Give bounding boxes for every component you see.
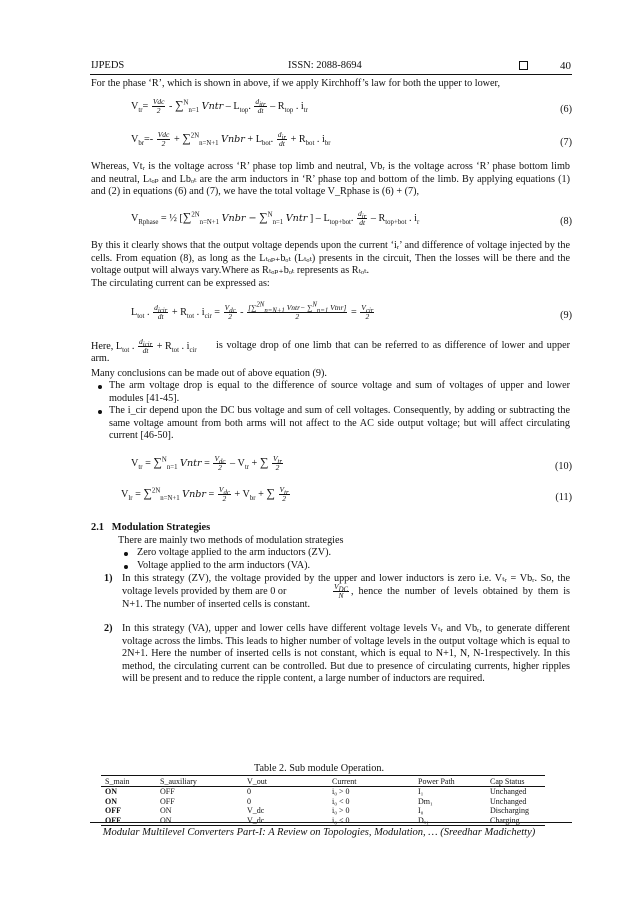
col-header: Current xyxy=(328,776,414,787)
table-caption: Table 2. Sub module Operation. xyxy=(254,763,384,774)
header-rule xyxy=(90,74,572,75)
submodule-operation-table xyxy=(101,775,545,826)
item-1-label: 1) xyxy=(104,573,113,584)
table-row xyxy=(101,806,545,816)
col-header: V_out xyxy=(243,776,328,787)
equation-10: $V_{tr} = \sum^N_{n=1}$ Vntr = $\frac{V_{dc}}{2}$ – $V_{tr}$ + ∑ $\frac{V_{tr}}{2}$ xyxy=(131,454,283,473)
section-number: 2.1 xyxy=(91,522,104,533)
paragraph-5-lead: Here, $L_{tot}$ . $\frac{d_{icir}}{dt}$ + $R_{tot}$ . $i_{cir}$ xyxy=(91,337,197,355)
cell: i₀ > 0 xyxy=(332,787,350,796)
item-2-label: 2) xyxy=(104,623,113,634)
cell: OFF xyxy=(101,816,156,826)
bullet-icon xyxy=(98,385,102,389)
cell: 0 xyxy=(247,796,251,806)
item-1-text-b: , hence the number of levels obtained by them is N+1. The number of inserted cells is constant. xyxy=(122,586,570,610)
section-intro: There are mainly two methods of modulation strategies xyxy=(118,535,344,546)
equation-number-9: (9) xyxy=(560,310,572,321)
cell: Unchanged xyxy=(490,787,527,796)
cell: i₀ > 0 xyxy=(332,806,350,816)
equation-number-11: (11) xyxy=(555,492,572,503)
section-title: Modulation Strategies xyxy=(111,522,211,533)
table-row xyxy=(101,816,545,826)
equation-9: $L_{tot}$ . $\frac{d_{icir}}{dt}$ + $R_{tot}$ . $i_{cir}$ = $\frac{V_{dc}}{2}$ - $\frac{[\sum^{2N}_{n=N+1} Vntr- \sum^N_{n=1} Vtnr]}{2}$ = $\frac{V_{cir}}{2}$ xyxy=(131,301,374,321)
equation-number-7: (7) xyxy=(560,137,572,148)
bullet-icon xyxy=(98,410,102,414)
cell: Dₓ₁ xyxy=(414,816,486,826)
cell: i₀ < 0 xyxy=(328,816,414,826)
journal-name: IJPEDS xyxy=(91,60,125,71)
paragraph-2: Whereas, Vtᵣ is the voltage across ‘R’ phase top limb and neutral, Vbᵣ is the voltage across ‘R’ phase bottom limb and neutral, Lₜₒₚ and Lbₒₜ are the arm inductors in ‘R’ phase top and bottom of the limb. By applying equations (1) and (2) in equations (6) and (7), we have the total voltage V_Rphase is (6) + (7), xyxy=(91,161,570,198)
checkbox-icon xyxy=(519,61,528,70)
cell: ON xyxy=(105,787,117,796)
running-header xyxy=(91,60,571,74)
bullet-1: The arm voltage drop is equal to the difference of source voltage and sum of voltages of upper and lower modules [41-45]. xyxy=(109,380,570,404)
col-header: Power Path xyxy=(414,776,486,787)
section-heading xyxy=(91,522,210,533)
equation-7: $V_{br}=-$ $\frac{\text{Vdc}}{2}$ + ∑$^{2N}_{n=N+1}$ Vnbr + $L_{bot}$. $\frac{d_{ir}}{dt}$ + $R_{bot}$ . $i_{br}$ xyxy=(131,130,331,149)
cell: OFF xyxy=(105,806,121,816)
page-number: 40 xyxy=(560,60,571,72)
paragraph-5: is voltage drop of one limb that can be referred to as difference of lower and upper arm. xyxy=(91,340,570,364)
method-2: Voltage applied to the arm inductors (VA). xyxy=(137,560,311,571)
table-row xyxy=(101,787,545,797)
col-header: S_auxiliary xyxy=(156,776,243,787)
cell: I₀ xyxy=(418,806,424,816)
cell: Charging xyxy=(486,816,545,826)
item-1-text-a: In this strategy (ZV), the voltage provided by the upper and lower inductors is zero i.e. Vₜᵣ = Vbᵣ. So, the voltage levels provided by them are 0 or xyxy=(122,573,570,597)
cell: I₁ xyxy=(418,787,424,796)
item-2-text: In this strategy (VA), upper and lower cells have different voltage levels Vₜᵣ and Vbᵣ, to generate different voltage across the limbs. This leads to higher number of voltage levels in the output voltage which is equal to 2N+1. Here the number of inserted cells is not constant, which is equal to N+1, N, N-1respectively. In this method, the circulating current can be controlled. But due to presence of circulating currents, higher ripples will be present and to reduce the ripple content, a large number of inductors are required. xyxy=(122,623,570,685)
cell: ON xyxy=(156,816,243,826)
paragraph-3: By this it clearly shows that the output voltage depends upon the current ‘iᵣ’ and difference of voltage injected by the cells. From equation (8), as long as the Lₜₒₚ₊bₒₜ (Lₜₒₜ) presents in the circuit, Then the losses will be there and the voltage output will always vary.Where as Rₜₒₚ₊bₒₜ represents as Rₜₒₜ. xyxy=(91,240,570,277)
bullet-icon xyxy=(124,565,128,569)
table-row xyxy=(101,797,545,807)
cell: V_dc xyxy=(243,816,328,826)
equation-number-6: (6) xyxy=(560,104,572,115)
bullet-icon xyxy=(124,552,128,556)
cell: 0 xyxy=(247,787,251,796)
cell: Unchanged xyxy=(490,796,527,806)
equation-number-8: (8) xyxy=(560,216,572,227)
paragraph-4: The circulating current can be expressed as: xyxy=(91,278,270,289)
equation-number-10: (10) xyxy=(555,461,572,472)
vdc-over-n-fraction: $\frac{V_{DC}}{N}$ xyxy=(334,582,349,600)
bullet-2: The i_cir depend upon the DC bus voltage and sum of cell voltages. Consequently, by adding or subtracting the same voltage amount from both arms will not affect to the AC side output voltage; but will affect circulating current [46-50]. xyxy=(109,405,570,442)
col-header: Cap Status xyxy=(486,776,545,787)
cell: V_dc xyxy=(247,806,265,816)
equation-6: $V_{tr}=$ $\frac{\text{Vdc}}{2}$ - ∑$^N_{n=1}$ Vntr – $L_{top}$. $\frac{d_{itr}}{dt}$ – $R_{top}$ . $i_{tr}$ xyxy=(131,97,308,116)
cell: ON xyxy=(160,806,172,816)
cell: i₀ < 0 xyxy=(332,796,350,806)
running-footer: Modular Multilevel Converters Part-I: A Review on Topologies, Modulation, … (Sreedhar Madichetty) xyxy=(102,827,536,838)
cell: Dm₁ xyxy=(418,796,433,806)
equation-11: $V_{lr} = \sum^{2N}_{n=N+1}$ Vnbr = $\frac{V_{dc}}{2}$ + $V_{br}$ + ∑ $\frac{V_{tr}}{2}$ xyxy=(121,485,289,504)
equation-8: $V_{Rphase}$ = ½ [∑$^{2N}_{n=N+1}$ Vnbr − ∑$^N_{n=1}$ Vntr ] – $L_{top+bot}$. $\frac{d_{ir}}{dt}$ – $R_{top+bot}$ . $i_r$ xyxy=(131,209,420,228)
cell: OFF xyxy=(160,796,175,806)
issn: ISSN: 2088-8694 xyxy=(288,60,362,71)
method-1: Zero voltage applied to the arm inductors (ZV). xyxy=(137,547,332,558)
paragraph-1: For the phase ‘R’, which is shown in above, if we apply Kirchhoff’s law for both the upper to lower, xyxy=(91,78,501,89)
cell: Discharging xyxy=(490,806,529,816)
col-header: S_main xyxy=(101,776,156,787)
table-header-row xyxy=(101,776,545,787)
paragraph-6: Many conclusions can be made out of above equation (9). xyxy=(91,368,327,379)
footer-rule xyxy=(90,822,572,823)
cell: ON xyxy=(105,796,117,806)
cell: OFF xyxy=(160,787,175,796)
